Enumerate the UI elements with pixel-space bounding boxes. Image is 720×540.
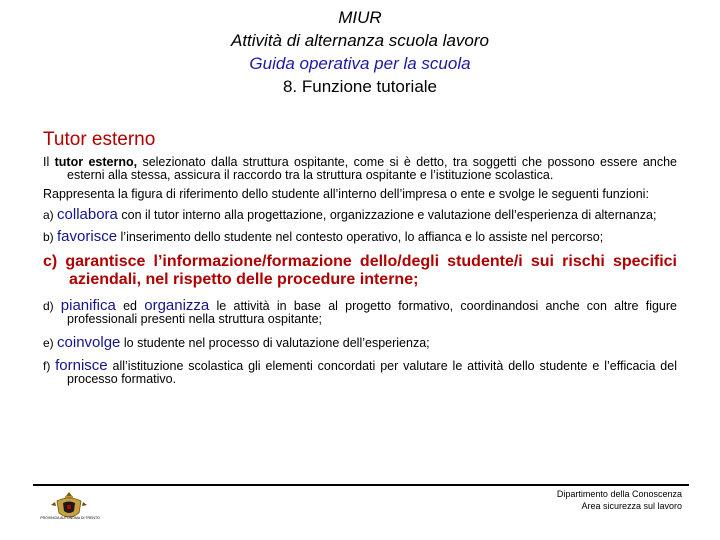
department-name: Dipartimento della Conoscenza (556, 489, 682, 499)
list-item-d (43, 299, 677, 326)
slide-body (43, 156, 677, 386)
header-line-miur: MIUR (338, 8, 382, 27)
slide-header (0, 6, 720, 98)
item-text: con il tutor interno alla progettazione, organizzazione e valutazione dell’esperienza di alternanza; (117, 208, 657, 222)
item-text: all’istituzione scolastica gli elementi concordati per valutare le attività dello studente e l’efficacia del processo formativo. (67, 359, 677, 386)
department-area: Area sicurezza sul lavoro (581, 501, 682, 511)
represents-paragraph: Rappresenta la figura di riferimento dello studente all’interno dell’impresa o ente e svolge le seguenti funzioni: (43, 187, 649, 201)
intro-paragraph (43, 156, 677, 182)
list-item-e (43, 336, 677, 350)
item-verb: favorisce (57, 228, 118, 245)
footer-department (557, 488, 682, 512)
intro-prefix: Il (43, 155, 55, 169)
section-title: Tutor esterno (43, 129, 156, 150)
item-label: e) (43, 336, 58, 350)
eagle-emblem-icon (51, 492, 87, 517)
item-label: d) (43, 299, 61, 313)
list-item-a (43, 208, 677, 222)
footer-divider (33, 484, 689, 486)
item-label: b) (43, 230, 58, 244)
item-verb: coinvolge (57, 334, 121, 351)
header-line-activity: Attività di alternanza scuola lavoro (231, 31, 489, 50)
header-line-section: 8. Funzione tutoriale (282, 77, 438, 96)
list-item-f (43, 359, 677, 386)
item-conjunction: ed (115, 299, 145, 313)
item-label: a) (43, 208, 58, 222)
list-item-b (43, 230, 677, 244)
intro-text: selezionato dalla struttura ospitante, come si è detto, tra soggetti che possono essere anche esterni alla stessa, assicura il raccordo tra la struttura ospitante e l’istituzione scolastica. (67, 155, 677, 182)
item-verb: fornisce (55, 357, 108, 374)
item-text: le attività in base al progetto formativo, coordinandosi anche con altre figure professionali presenti nella struttura ospitante; (67, 299, 677, 326)
intro-bold-term: tutor esterno, (54, 155, 138, 169)
item-label: f) (43, 359, 56, 373)
item-text: lo studente nel processo di valutazione dell’esperienza; (120, 336, 430, 350)
item-text: l’inserimento dello studente nel contesto operativo, lo affianca e lo assiste nel percorso; (117, 230, 604, 244)
item-verb: pianifica (60, 297, 116, 314)
header-line-guide: Guida operativa per la scuola (249, 54, 471, 73)
item-verb: collabora (57, 206, 118, 223)
item-verb-2: organizza (144, 297, 210, 314)
logo-caption: PROVINCIA AUTONOMA DI TRENTO (40, 516, 100, 520)
list-item-c-highlighted: c) garantisce l’informazione/formazione dello/degli studente/i sui rischi specifici aziendali, nel rispetto delle procedure interne; (43, 253, 677, 288)
